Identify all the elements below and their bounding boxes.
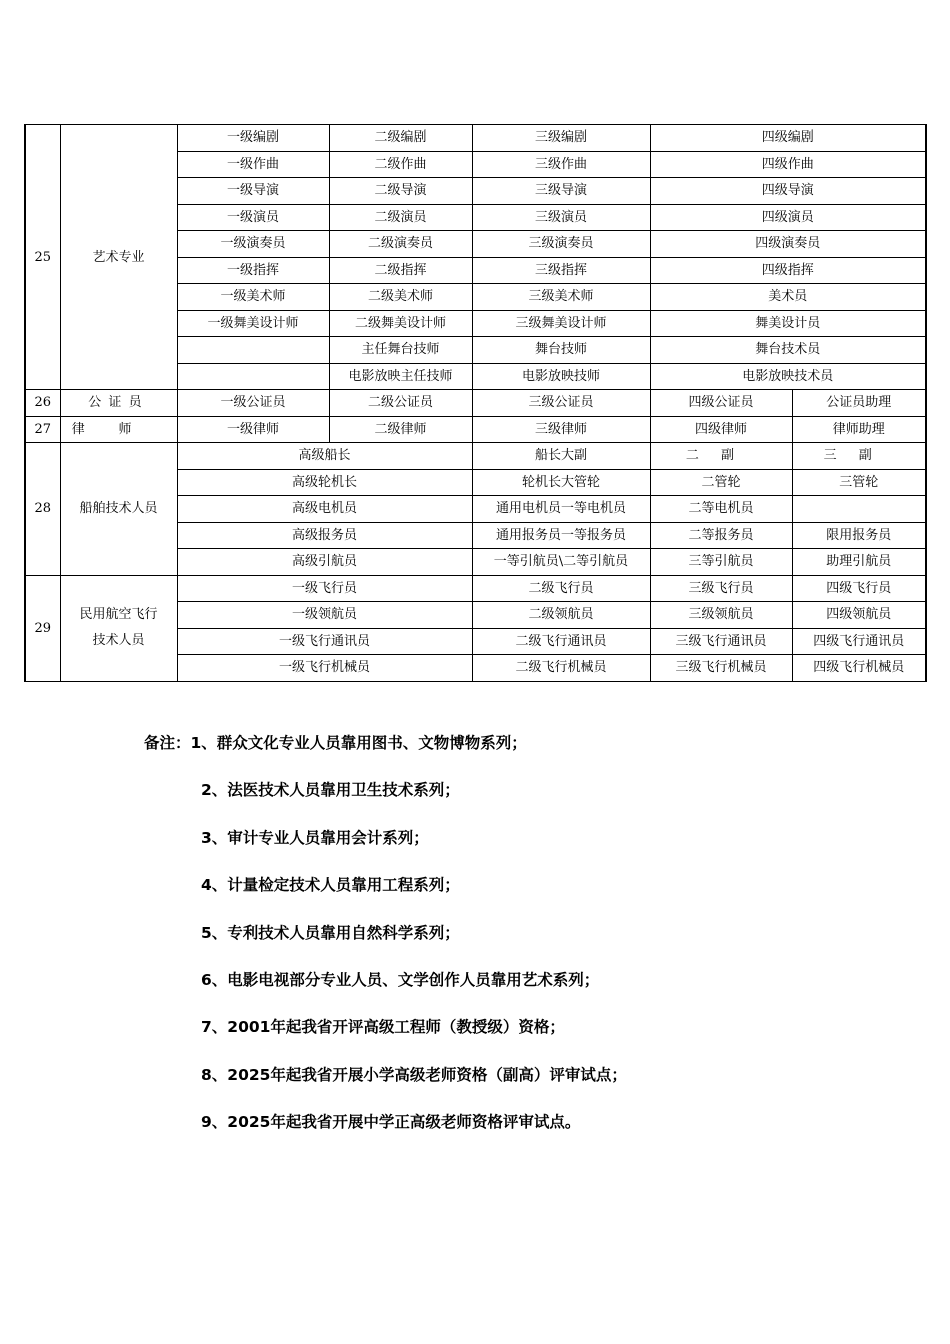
table-cell: 高级轮机长 [177, 469, 472, 496]
table-cell: 一级律师 [177, 416, 329, 443]
category-cell [60, 575, 177, 681]
table-cell: 通用报务员一等报务员 [472, 522, 650, 549]
table-cell: 二级导演 [329, 178, 472, 205]
category-line: 技术人员 [92, 633, 145, 648]
table-cell: 二管轮 [650, 469, 792, 496]
note-item: 4、计量检定技术人员靠用工程系列； [201, 876, 460, 895]
note-item: 1、群众文化专业人员靠用图书、文物博物系列； [190, 734, 527, 752]
table-cell: 一级指挥 [177, 257, 329, 284]
note-item: 6、电影电视部分专业人员、文学创作人员靠用艺术系列； [201, 970, 600, 989]
row-number-cell: 26 [25, 390, 60, 417]
table-cell: 律师助理 [792, 416, 926, 443]
table-cell: 一级飞行机械员 [177, 655, 472, 682]
note-item: 9、2025年起我省开展中学正高级老师资格评审试点。 [201, 1113, 581, 1132]
table-cell: 二级律师 [329, 416, 472, 443]
table-cell: 高级船长 [177, 443, 472, 470]
table-cell: 一级演员 [177, 204, 329, 231]
table-cell: 美术员 [650, 284, 926, 311]
table-cell: 二级美术师 [329, 284, 472, 311]
table-cell: 四级律师 [650, 416, 792, 443]
row-number-cell: 27 [25, 416, 60, 443]
category-cell: 律师 [60, 416, 177, 443]
table-cell: 舞台技师 [472, 337, 650, 364]
table-cell: 二级演奏员 [329, 231, 472, 258]
table-cell: 二级公证员 [329, 390, 472, 417]
table-row [25, 125, 926, 152]
table-cell: 电影放映主任技师 [329, 363, 472, 390]
note-item: 2、法医技术人员靠用卫生技术系列； [201, 781, 460, 800]
table-cell: 高级电机员 [177, 496, 472, 523]
note-item: 3、审计专业人员靠用会计系列； [201, 828, 429, 847]
table-cell: 二级飞行员 [472, 575, 650, 602]
table-cell: 主任舞台技师 [329, 337, 472, 364]
table-cell: 二级演员 [329, 204, 472, 231]
notes-prefix: 备注： [144, 734, 191, 752]
table-cell: 四级指挥 [650, 257, 926, 284]
table-cell: 一级飞行通讯员 [177, 628, 472, 655]
table-row [25, 390, 926, 417]
table-cell: 三级导演 [472, 178, 650, 205]
row-number-cell: 29 [25, 575, 60, 681]
table-cell: 轮机长大管轮 [472, 469, 650, 496]
table-cell [177, 363, 329, 390]
table-cell: 一等引航员\二等引航员 [472, 549, 650, 576]
notes-section [144, 728, 844, 1155]
table-cell: 高级报务员 [177, 522, 472, 549]
note-item: 8、2025年起我省开展小学高级老师资格（副高）评审试点； [201, 1065, 627, 1084]
table-cell: 通用电机员一等电机员 [472, 496, 650, 523]
note-line [144, 728, 844, 775]
table-cell: 四级公证员 [650, 390, 792, 417]
table-cell: 四级领航员 [792, 602, 926, 629]
category-line: 民用航空飞行 [79, 607, 158, 622]
table-cell: 二级飞行机械员 [472, 655, 650, 682]
row-number-cell: 28 [25, 443, 60, 576]
note-item: 7、2001年起我省开评高级工程师（教授级）资格； [201, 1018, 565, 1037]
table-cell: 三级飞行员 [650, 575, 792, 602]
table-cell: 三级公证员 [472, 390, 650, 417]
table-cell: 电影放映技术员 [650, 363, 926, 390]
table-cell: 三级演员 [472, 204, 650, 231]
table-cell: 四级飞行机械员 [792, 655, 926, 682]
table-cell: 三管轮 [792, 469, 926, 496]
table-cell: 三级指挥 [472, 257, 650, 284]
table-cell: 二级舞美设计师 [329, 310, 472, 337]
table-cell: 二等报务员 [650, 522, 792, 549]
table-cell: 二级指挥 [329, 257, 472, 284]
table-cell: 三级舞美设计师 [472, 310, 650, 337]
row-number-cell: 25 [25, 125, 60, 390]
category-cell: 船舶技术人员 [60, 443, 177, 576]
table-cell: 二等电机员 [650, 496, 792, 523]
table-cell: 四级飞行通讯员 [792, 628, 926, 655]
table-cell: 二级作曲 [329, 151, 472, 178]
table-cell: 一级导演 [177, 178, 329, 205]
table-cell: 四级作曲 [650, 151, 926, 178]
table-cell: 高级引航员 [177, 549, 472, 576]
table-cell: 舞美设计员 [650, 310, 926, 337]
table-cell: 四级飞行员 [792, 575, 926, 602]
table-cell: 限用报务员 [792, 522, 926, 549]
table-cell: 三级飞行通讯员 [650, 628, 792, 655]
table-cell: 一级美术师 [177, 284, 329, 311]
table-cell: 三级编剧 [472, 125, 650, 152]
table-cell: 一级作曲 [177, 151, 329, 178]
title-series-table [24, 124, 927, 682]
table-cell: 助理引航员 [792, 549, 926, 576]
table-cell: 船长大副 [472, 443, 650, 470]
table-row [25, 443, 926, 470]
table-cell: 三级领航员 [650, 602, 792, 629]
table-cell [177, 337, 329, 364]
table-cell: 一级舞美设计师 [177, 310, 329, 337]
table-cell: 一级公证员 [177, 390, 329, 417]
table-cell: 一级编剧 [177, 125, 329, 152]
table-cell: 二副 [650, 443, 792, 470]
table-cell: 三等引航员 [650, 549, 792, 576]
table-cell: 三级飞行机械员 [650, 655, 792, 682]
table-cell: 三级律师 [472, 416, 650, 443]
table-cell: 一级飞行员 [177, 575, 472, 602]
table-cell: 四级导演 [650, 178, 926, 205]
category-cell: 公证员 [60, 390, 177, 417]
table-cell: 四级演员 [650, 204, 926, 231]
table-row [25, 416, 926, 443]
table-row [25, 575, 926, 602]
table-cell: 二级领航员 [472, 602, 650, 629]
table-cell: 一级演奏员 [177, 231, 329, 258]
category-cell: 艺术专业 [60, 125, 177, 390]
table-cell: 一级领航员 [177, 602, 472, 629]
table-cell: 四级编剧 [650, 125, 926, 152]
table-cell: 二级编剧 [329, 125, 472, 152]
table-cell: 三级作曲 [472, 151, 650, 178]
table-cell: 三级演奏员 [472, 231, 650, 258]
table-cell: 电影放映技师 [472, 363, 650, 390]
table-cell: 三副 [792, 443, 926, 470]
table-cell: 三级美术师 [472, 284, 650, 311]
table-cell [792, 496, 926, 523]
table-cell: 四级演奏员 [650, 231, 926, 258]
table-cell: 二级飞行通讯员 [472, 628, 650, 655]
table-cell: 公证员助理 [792, 390, 926, 417]
note-item: 5、专利技术人员靠用自然科学系列； [201, 923, 460, 942]
table-cell: 舞台技术员 [650, 337, 926, 364]
